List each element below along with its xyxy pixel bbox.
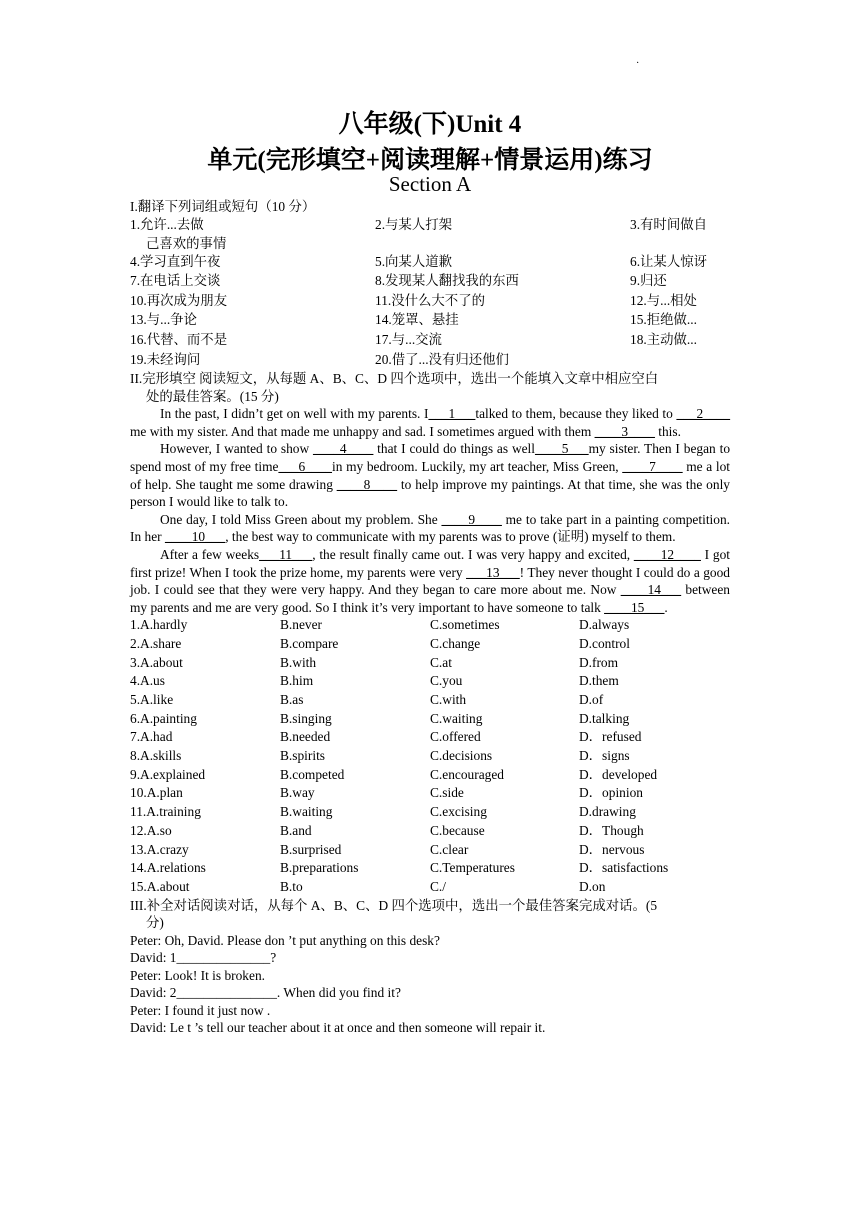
option-choice: 13.A.crazy: [130, 841, 189, 857]
blank-12: ____12____: [633, 546, 701, 562]
passage-paragraph-3: One day, I told Miss Green about my problem. She ____9____ me to take part in a painting competition. In her ____10___, the best way to communicate with my parents was to prove (证明) myself to them.: [130, 511, 730, 545]
blank-9: ____9____: [441, 511, 502, 527]
blank-15: ____15___: [604, 599, 665, 615]
option-choice: B.preparations: [280, 860, 359, 876]
option-choice: 15.A.about: [130, 878, 190, 894]
blank-11: ___11___: [259, 546, 313, 562]
blank-1: ___1___: [428, 406, 476, 422]
phrase-item: 15.拒绝做...: [630, 312, 697, 328]
option-choice: C.encouraged: [430, 766, 504, 782]
phrase-item: 4.学习直到午夜: [130, 253, 221, 269]
option-choice: 5.A.like: [130, 692, 174, 708]
option-choice: 10.A.plan: [130, 785, 183, 801]
dialogue-line: Peter: Look! It is broken.: [130, 967, 265, 983]
blank-8: ____8____: [336, 476, 398, 492]
phrase-item: 16.代替、而不是: [130, 331, 228, 347]
option-choice: B.compare: [280, 635, 339, 651]
option-choice: 3.A.about: [130, 654, 183, 670]
option-choice: B.spirits: [280, 748, 326, 764]
option-row: [130, 728, 730, 747]
option-row: [130, 803, 730, 822]
option-choice: D．satisfactions: [579, 860, 669, 876]
option-row: [130, 841, 730, 860]
blank-14: ____14___: [620, 582, 682, 598]
blank-2: ___2____: [676, 406, 731, 422]
phrase-item: 10.再次成为朋友: [130, 292, 228, 308]
option-choice: D.talking: [579, 710, 630, 726]
option-row: [130, 747, 730, 766]
option-choice: 7.A.had: [130, 729, 173, 745]
option-choice: C.waiting: [430, 710, 483, 726]
option-choice: B.as: [280, 692, 304, 708]
option-choice: D.of: [579, 692, 604, 708]
option-row: [130, 784, 730, 803]
answer-options: [130, 616, 730, 896]
phrase-item: 19.未经询问: [130, 351, 201, 367]
option-choice: C.Temperatures: [430, 860, 515, 876]
option-choice: C.because: [430, 822, 485, 838]
option-choice: B.to: [280, 878, 303, 894]
option-choice: C./: [430, 878, 446, 894]
option-choice: B.competed: [280, 766, 345, 782]
option-row: [130, 859, 730, 878]
option-choice: D.on: [579, 878, 606, 894]
dialogue-line: David: 2_______________. When did you find it?: [130, 985, 401, 1001]
phrase-item: 13.与...争论: [130, 312, 197, 328]
phrase-item-continuation: 己喜欢的事情: [146, 236, 227, 252]
option-choice: B.waiting: [280, 804, 333, 820]
option-choice: B.never: [280, 617, 323, 633]
option-choice: B.singing: [280, 710, 332, 726]
dialogue-line: Peter: Oh, David. Please don ’t put anything on this desk?: [130, 932, 440, 948]
part1-row: [130, 311, 730, 331]
option-choice: D．opinion: [579, 785, 643, 801]
worksheet-body: [130, 198, 730, 1037]
phrase-item: 11.没什么大不了的: [375, 292, 485, 308]
phrase-item: 12.与...相处: [630, 292, 697, 308]
dialogue-line: Peter: I found it just now .: [130, 1002, 271, 1018]
option-choice: C.at: [430, 654, 452, 670]
part3-heading-cont: 分): [146, 915, 164, 931]
option-choice: D.drawing: [579, 804, 636, 820]
blank-10: ____10___: [164, 529, 226, 545]
option-row: [130, 654, 730, 673]
option-choice: D.always: [579, 617, 630, 633]
option-choice: 12.A.so: [130, 822, 172, 838]
phrase-item: 8.发现某人翻找我的东西: [375, 273, 519, 289]
title-line-1: 八年级(下)Unit 4: [338, 111, 522, 138]
option-choice: C.clear: [430, 841, 469, 857]
option-row: [130, 822, 730, 841]
option-choice: C.decisions: [430, 748, 493, 764]
option-choice: C.offered: [430, 729, 481, 745]
phrase-item: 17.与...交流: [375, 331, 442, 347]
option-choice: 14.A.relations: [130, 860, 206, 876]
blank-5: ____5___: [535, 441, 589, 457]
option-choice: D．Though: [579, 822, 644, 838]
option-choice: 2.A.share: [130, 635, 182, 651]
section-title: Section A: [388, 172, 472, 196]
phrase-item: 1.允许...去做: [130, 216, 204, 232]
dialogue-line: David: 1______________?: [130, 950, 277, 966]
option-choice: 11.A.training: [130, 804, 201, 820]
phrase-item: 7.在电话上交谈: [130, 273, 221, 289]
option-choice: D．nervous: [579, 841, 645, 857]
option-choice: D．developed: [579, 766, 658, 782]
blank-3: ____3____: [594, 423, 655, 439]
phrase-item: 3.有时间做自: [630, 216, 707, 232]
phrase-item: 9.归还: [630, 273, 667, 289]
option-choice: 8.A.skills: [130, 748, 182, 764]
part1-row: [130, 331, 730, 351]
part2-heading: II.完形填空 阅读短文，从每题 A、B、C、D 四个选项中，选出一个能填入文章中相应空白: [130, 371, 659, 387]
option-choice: B.him: [280, 673, 314, 689]
option-choice: D．signs: [579, 748, 630, 764]
option-choice: B.needed: [280, 729, 331, 745]
option-choice: C.side: [430, 785, 464, 801]
option-row: [130, 616, 730, 635]
option-choice: 1.A.hardly: [130, 617, 188, 633]
part1-row: [130, 351, 730, 371]
option-row: [130, 672, 730, 691]
option-choice: D.control: [579, 635, 630, 651]
option-choice: 9.A.explained: [130, 766, 206, 782]
part2-heading-cont: 处的最佳答案。(15 分): [146, 388, 279, 404]
part1-heading: I.翻译下列词组或短句（10 分）: [130, 199, 316, 214]
phrase-item: 6.让某人惊讶: [630, 253, 707, 269]
phrase-item: 14.笼罩、悬挂: [375, 312, 459, 328]
part1-row: [130, 216, 730, 236]
option-choice: D．refused: [579, 729, 642, 745]
option-choice: B.way: [280, 785, 315, 801]
dialogue-line: David: Le t ’s tell our teacher about it at once and then someone will repair it.: [130, 1020, 546, 1036]
title-line-2: 单元(完形填空+阅读理解+情景运用)练习: [207, 147, 653, 174]
option-choice: B.surprised: [280, 841, 342, 857]
phrase-item: 20.借了...没有归还他们: [375, 351, 509, 367]
option-row: [130, 878, 730, 897]
option-row: [130, 710, 730, 729]
option-row: [130, 635, 730, 654]
blank-7: ____7____: [622, 458, 683, 474]
option-choice: D.from: [579, 654, 619, 670]
option-row: [130, 766, 730, 785]
option-choice: C.you: [430, 673, 463, 689]
option-choice: C.change: [430, 635, 481, 651]
phrase-item: 2.与某人打架: [375, 216, 452, 232]
phrase-item: 18.主动做...: [630, 331, 697, 347]
option-choice: 6.A.painting: [130, 710, 197, 726]
part3-heading: III.补全对话阅读对话，从每个 A、B、C、D 四个选项中，选出一个最佳答案完成对话。(5: [130, 897, 658, 913]
option-choice: B.and: [280, 822, 312, 838]
blank-4: ____4____: [313, 441, 374, 457]
part1-row: [130, 253, 730, 273]
option-choice: D.them: [579, 673, 619, 689]
passage-paragraph-4: After a few weeks___11___, the result finally came out. I was very happy and excited, ____12____ I got first prize! When I took the prize home, my parents were very ___13___! They never thought I could do a good job. I could see that they were very happy. And they began to care more about me. Now ____14___ between my parents and me are very good. So I think it’s very important to have someone to talk ____15___.: [130, 546, 731, 615]
option-choice: C.sometimes: [430, 617, 500, 633]
option-choice: C.with: [430, 692, 467, 708]
phrase-item: 5.向某人道歉: [375, 253, 452, 269]
option-row: [130, 691, 730, 710]
part1-row: [130, 272, 730, 292]
page-mark: ·: [636, 58, 640, 69]
option-choice: 4.A.us: [130, 673, 165, 689]
option-choice: B.with: [280, 654, 317, 670]
passage-paragraph-2: However, I wanted to show ____4____ that I could do things as well____5___my sister. Then I began to spend most of my free time___6____in my bedroom. Luckily, my art teacher, Miss Green, ____7____ me a lot of help. She taught me some drawing ____8____ to help improve my paintings. At that time, she was the only person I would like to talk to.: [130, 441, 731, 510]
blank-13: ___13___: [466, 564, 520, 580]
passage-paragraph-1: In the past, I didn’t get on well with my parents. I___1___talked to them, because they liked to ___2____ me with my sister. And that made me unhappy and sad. I sometimes argued with them ____3____ this.: [130, 406, 731, 439]
option-choice: C.excising: [430, 804, 487, 820]
blank-6: ___6____: [278, 458, 332, 474]
part1-row: [130, 292, 730, 312]
